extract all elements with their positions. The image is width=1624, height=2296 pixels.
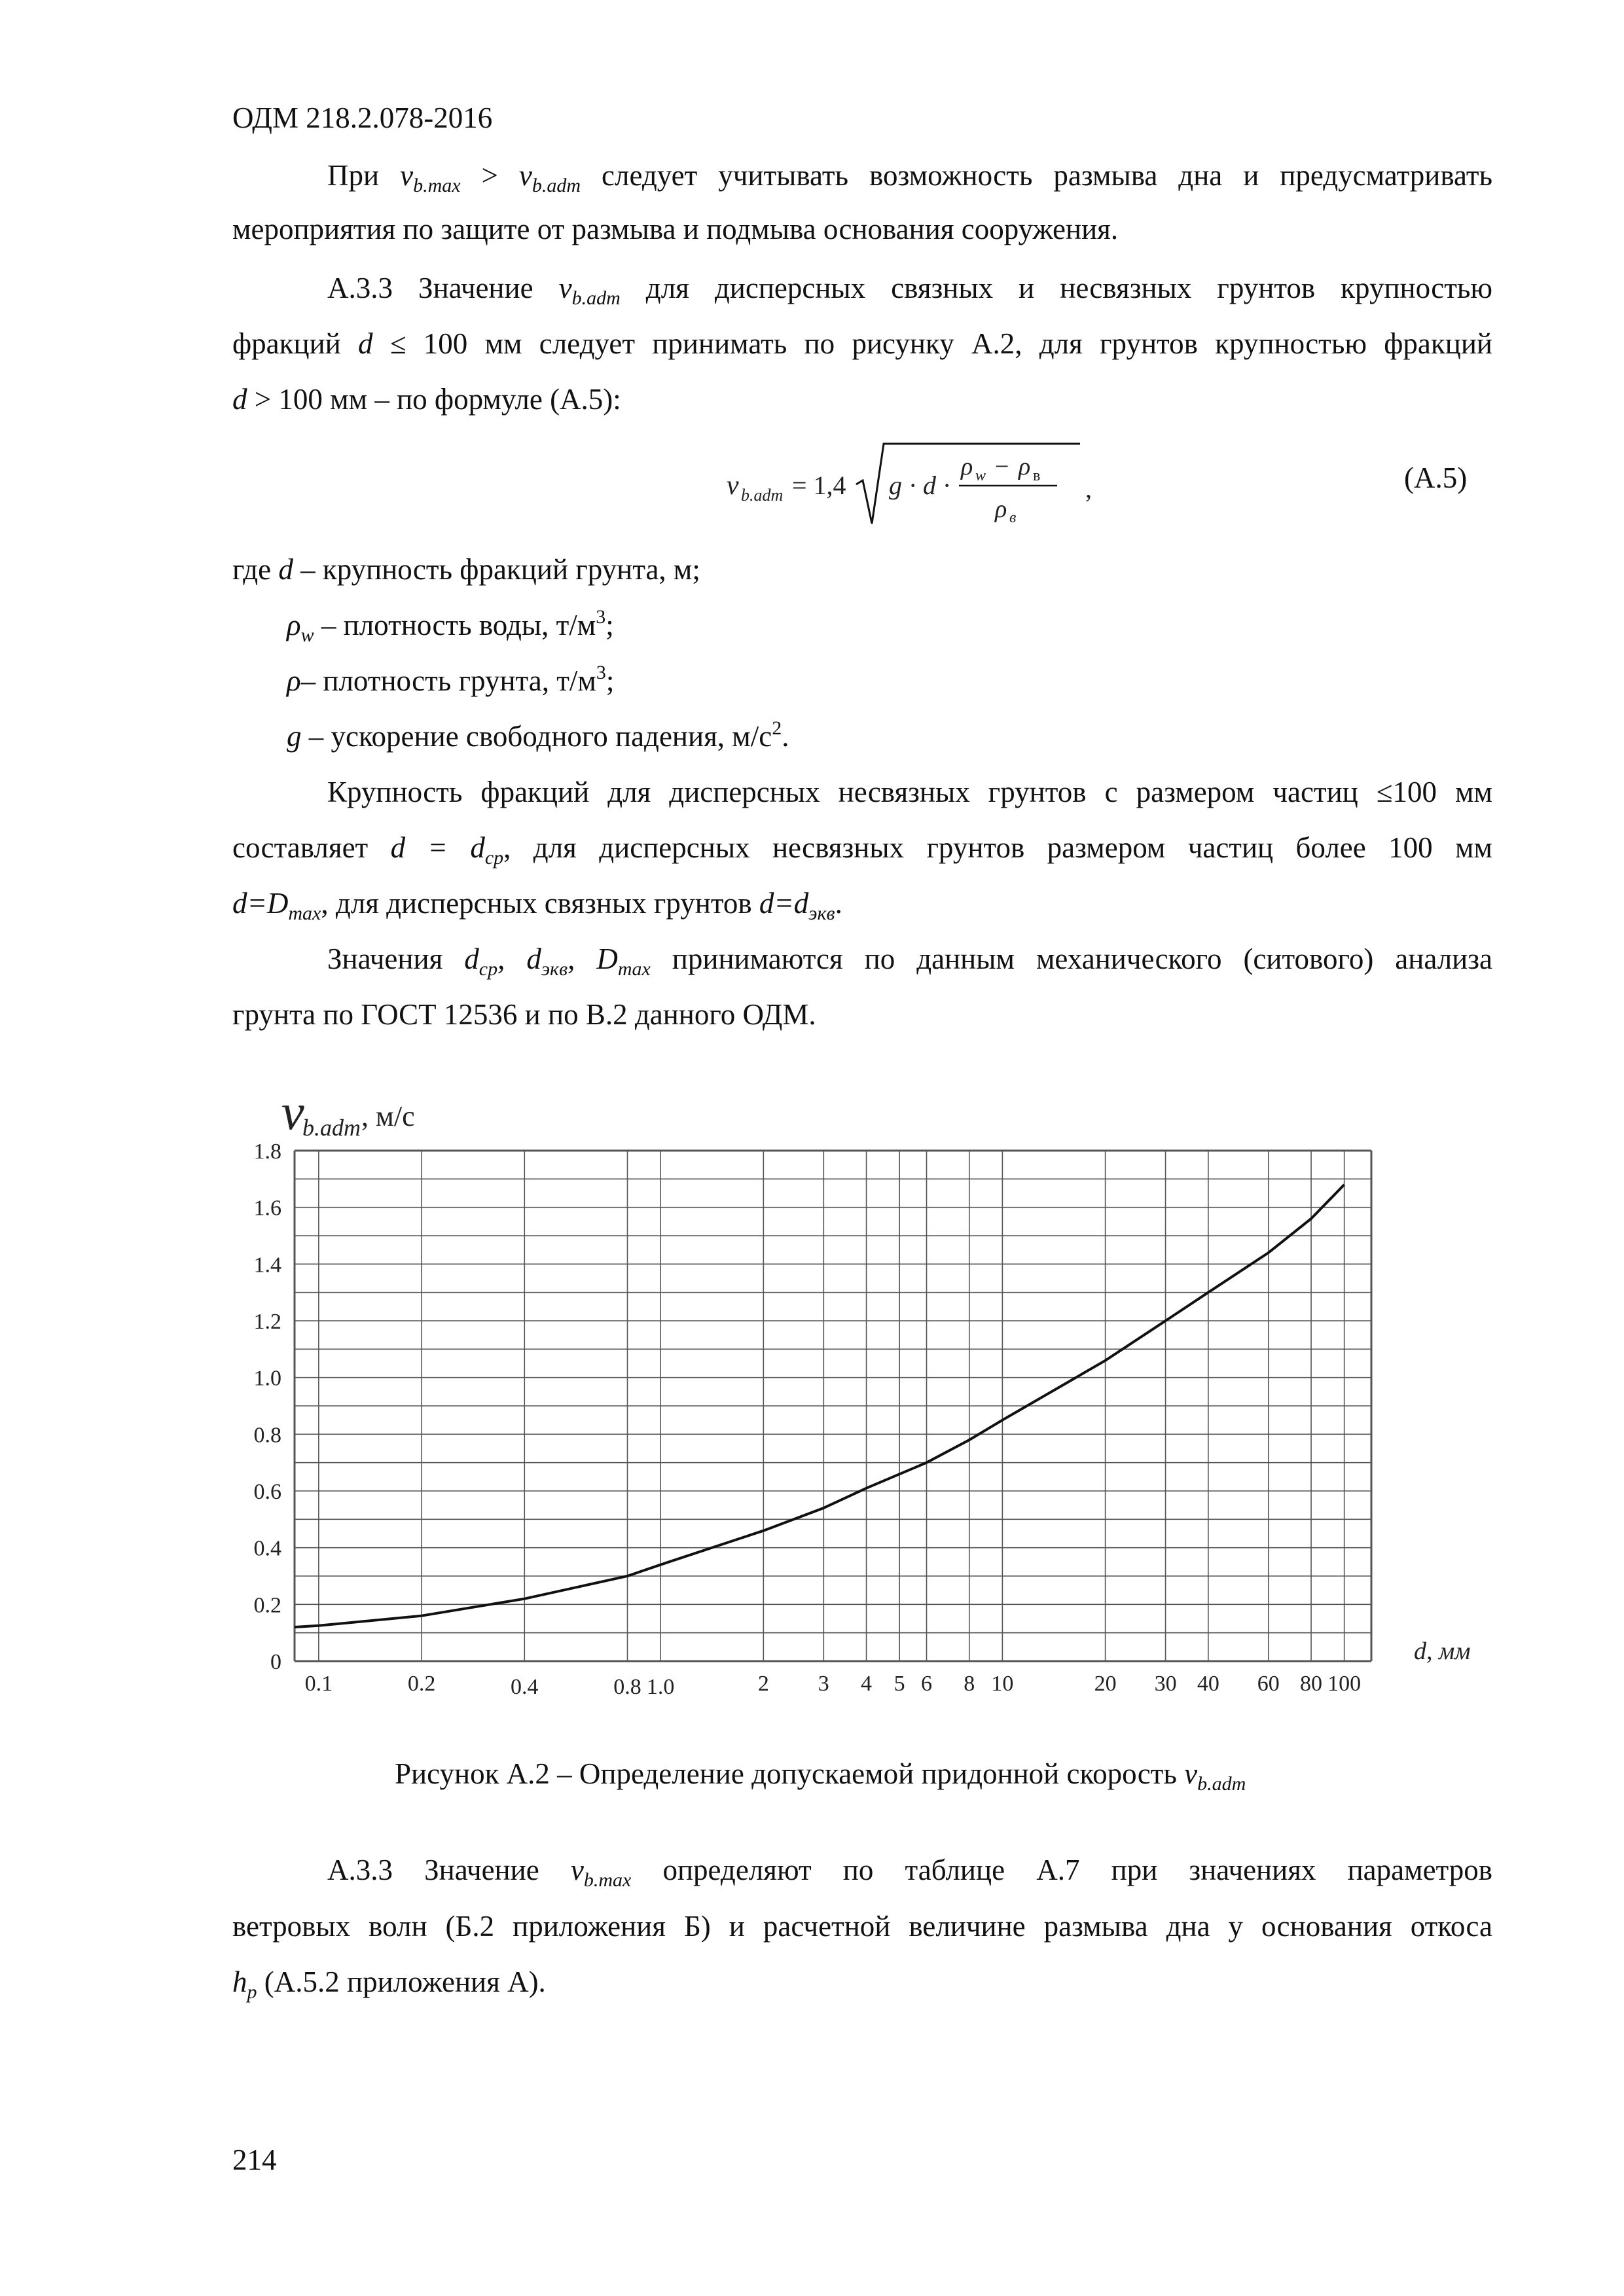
- chart-x-tick-label: 10: [991, 1672, 1014, 1696]
- paragraph-1-line-1: При $v_{b.max} > v_{b.adm}$ следует учитывать возможность размыва дна и предусматривать: [327, 159, 1493, 196]
- chart-x-tick-label: 30: [1154, 1672, 1177, 1696]
- paragraph-5-line-2: ветровых волн (Б.2 приложения Б) и расчетной величине размыва дна у основания откоса: [232, 1910, 1492, 1943]
- document-code: ОДМ 218.2.078-2016: [232, 101, 493, 134]
- chart-y-tick-label: 1.0: [253, 1366, 281, 1391]
- formula-comma: ,: [1085, 474, 1092, 503]
- where-line-rho-w: $\rho_w$ – плотность воды, $т/м^3$;: [287, 606, 614, 646]
- chart-x-tick-label: 5: [893, 1672, 905, 1696]
- chart-x-tick-label: 0.1: [304, 1672, 333, 1696]
- where-line-g: g – ускорение свободного падения, $м/с^2$.: [287, 717, 789, 753]
- chart-y-tick-label: 0.2: [253, 1593, 281, 1618]
- chart-y-tick-label: 1.2: [253, 1310, 281, 1334]
- chart-x-tick-label: 8: [964, 1672, 975, 1696]
- paragraph-3-line-1: Крупность фракций для дисперсных несвязных грунтов с размером частиц ≤100 мм: [327, 776, 1492, 808]
- chart-x-tick-label: 4: [861, 1672, 873, 1696]
- paragraph-5-line-3: $h_p$ (А.5.2 приложения А).: [232, 1965, 546, 2003]
- paragraph-1-line-2: мероприятия по защите от размыва и подмыва основания сооружения.: [232, 213, 1119, 245]
- formula-den-sub: в: [1009, 509, 1017, 526]
- formula-number: (А.5): [1404, 461, 1468, 494]
- chart-grid: [295, 1151, 1371, 1661]
- paragraph-3-line-3: $d=D_{max}$, для дисперсных связных грунтов $d=d_{экв}$.: [232, 887, 842, 924]
- chart-x-tick-label: 2: [757, 1672, 769, 1696]
- chart-y-tick-label: 1.8: [253, 1139, 281, 1164]
- formula-rho-v: ρ: [1019, 453, 1031, 480]
- formula-dot-1: ·: [909, 471, 918, 500]
- chart-x-tick-label: 40: [1197, 1672, 1219, 1696]
- formula-minus: −: [995, 453, 1009, 480]
- chart-y-tick-label: 0.8: [253, 1423, 281, 1448]
- formula-d: d: [923, 471, 936, 500]
- paragraph-2-line-2: фракций d ≤ 100 мм следует принимать по рисунку А.2, для грунтов крупностью фракций: [232, 327, 1492, 360]
- chart-y-tick-label: 0: [270, 1650, 281, 1674]
- paragraph-2-line-1: А.3.3 Значение $v_{b.adm}$ для дисперсных связных и несвязных грунтов крупностью: [327, 272, 1493, 309]
- paragraph-5-line-1: А.3.3 Значение $v_{b.max}$ определяют по таблице А.7 при значениях параметров: [327, 1854, 1493, 1891]
- formula-rho-w-sub: w: [975, 467, 986, 484]
- chart-ylabel-sub: b.adm: [302, 1115, 361, 1141]
- formula-dot-2: ·: [943, 471, 952, 500]
- formula-lhs-sub: b.adm: [741, 486, 784, 505]
- formula-rho-w: ρ: [961, 453, 973, 480]
- chart-ylabel-symbol: v: [281, 1083, 304, 1140]
- paragraph-4-line-2: грунта по ГОСТ 12536 и по В.2 данного ОДМ.: [232, 998, 816, 1031]
- chart-x-tick-label: 80: [1300, 1672, 1323, 1696]
- chart-y-tick-label: 0.6: [253, 1480, 281, 1504]
- chart-x-tick-label: 1.0: [646, 1675, 675, 1699]
- chart-y-tick-label: 1.6: [253, 1196, 281, 1221]
- chart-x-tick-label: 60: [1257, 1672, 1280, 1696]
- paragraph-4-line-1: Значения $d_{ср}$, $d_{экв}$, $D_{max}$ принимаются по данным механического (ситового) анализа: [327, 942, 1493, 980]
- chart-y-tick-label: 1.4: [253, 1253, 281, 1278]
- page-number: 214: [232, 2144, 277, 2176]
- formula-den-rho: ρ: [995, 495, 1007, 523]
- chart-x-tick-label: 20: [1094, 1672, 1117, 1696]
- chart-xlabel: d, мм: [1414, 1638, 1471, 1665]
- chart-y-tick-label: 0.4: [253, 1536, 281, 1561]
- chart-x-tick-label: 6: [921, 1672, 933, 1696]
- figure-caption: Рисунок А.2 – Определение допускаемой придонной скорость $v_{b.adm}$: [395, 1757, 1246, 1795]
- where-line-d: где d – крупность фракций грунта, м;: [232, 553, 700, 586]
- where-line-rho: ρ– плотность грунта, $т/м^3$;: [287, 662, 615, 697]
- formula-g: g: [889, 471, 902, 500]
- chart-x-tick-label: 3: [818, 1672, 829, 1696]
- formula-lhs-v: v: [727, 471, 739, 501]
- formula-rho-v-sub: в: [1033, 467, 1041, 484]
- chart-x-tick-label: 100: [1327, 1672, 1362, 1696]
- chart-x-tick-label: 0.8: [613, 1675, 641, 1699]
- chart-ylabel-unit: , м/с: [361, 1100, 415, 1132]
- paragraph-3-line-2: составляет $d = d_{ср}$, для дисперсных несвязных грунтов размером частиц более 100 мм: [232, 831, 1493, 869]
- paragraph-2-line-3: d > 100 мм – по формуле (А.5):: [232, 383, 621, 416]
- formula-equals: = 1,4: [792, 471, 846, 500]
- chart-x-tick-label: 0.2: [407, 1672, 436, 1696]
- chart-x-tick-label: 0.4: [511, 1675, 539, 1699]
